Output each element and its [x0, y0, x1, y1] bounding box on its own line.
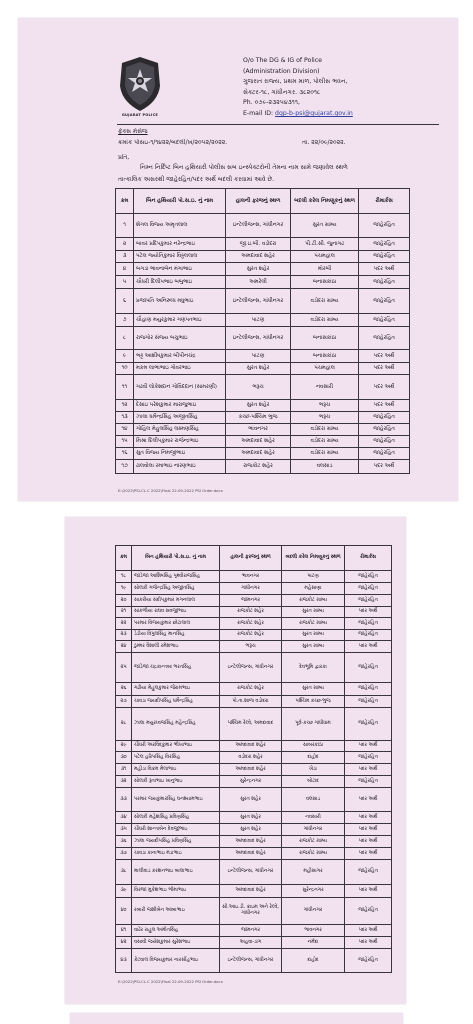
remarks-cell: પદર અર્થે [358, 814, 378, 820]
table-row [116, 885, 391, 898]
current-posting-cell: રાજકોટ શહેર [220, 607, 282, 617]
current-posting-cell: સી.આઇ.ડી. ક્રાઇમ અને રેલ્વે, ગાંધીનગર [220, 898, 282, 924]
sr-no-cell: ૬ [116, 289, 134, 313]
new-posting-cell: પંચમહાલ [291, 251, 359, 262]
table-row [116, 460, 409, 473]
order-body-line-1: નિમ્ન નિર્દિષ્ટ બિન હથિયારી પોલીસ સબ ઇન્સ્પેક્ટરોની તેમના નામ સામે જણાવેલ સ્થળે [140, 164, 348, 171]
new-posting-cell: વડોદરા ગ્રામ્ય [291, 424, 359, 435]
salutation: પ્રતિ, [118, 154, 130, 161]
officer-name-cell: વસાવી જયેશકુમાર સુરેશભાઇ [132, 937, 220, 948]
table-row [116, 375, 409, 400]
new-posting-cell: વલસાડ [291, 460, 359, 473]
current-posting-cell: અમદાવાદ શહેર [226, 436, 291, 447]
officer-name-cell: ચૌધરી દિલીપભાઇ બબુભાઇ [134, 276, 226, 288]
remarks-cell: જાહેરહિત [358, 869, 378, 875]
remarks-cell: જાહેરહિત [358, 721, 378, 727]
officer-name-cell: ચૌધરી શાન્તાબેન દેવજીભાઇ [132, 824, 220, 835]
sr-no-cell: ૩૬ [116, 836, 132, 847]
table-row [116, 848, 391, 860]
officer-name-cell: ગોહિલ મેહુલસિંહ લક્ષ્મણસિંહ [134, 424, 226, 435]
officer-name-cell: ચાવડા કાનાભાઇ મંડાભાઇ [132, 848, 220, 859]
order-date: તા. ૨૨/૦૯/૨૦૨૨. [302, 139, 346, 146]
sr-no-cell: ૩૧ [116, 764, 132, 775]
table-row [116, 314, 409, 327]
current-posting-cell: સુરત શહેર [220, 788, 282, 811]
current-posting-cell: રાજકોટ શહેર [220, 630, 282, 640]
order-body-line-2: તાત્કાલિક અસરથી જાહેરહિત/પદર અર્થે બદલી કરવામાં આવે છે. [118, 176, 275, 183]
table-row [116, 812, 391, 824]
officer-name-cell: પરમાર વિજયકુમાર છોટાલાલ [132, 618, 220, 629]
remarks-cell: જાહેરહિત [373, 316, 395, 323]
sr-no-cell: ૩૩ [116, 788, 132, 811]
sr-no-cell: ૨૩ [116, 630, 132, 640]
new-posting-cell: બનાસકાંઠા [291, 276, 359, 288]
new-posting-cell: ભાવનગર [282, 925, 345, 936]
table-header-row [116, 189, 409, 214]
remarks-cell: પદર અર્થે [358, 743, 378, 749]
new-posting-cell: ભરૂચ [291, 412, 359, 423]
current-posting-header: હાલની ફરજનું સ્થળ [220, 546, 282, 570]
table-row [116, 741, 391, 752]
table-header-row [116, 546, 391, 571]
new-posting-cell: ખેડા [282, 764, 345, 775]
order-number: ક્રમાંક પોસઇ-૧/૧૪૨૨/બદલી/ખ/૨૦૫૨/૨૦૨૨. [118, 139, 228, 146]
remarks-cell: જાહેરહિત [373, 450, 395, 457]
current-posting-cell: અહવા-ડાંગ [220, 937, 282, 948]
new-posting-cell: સુરત ગ્રામ્ય [282, 630, 345, 640]
current-posting-cell: પશ્ચિમ રેલ્વે, અમદાવાદ [220, 708, 282, 740]
current-posting-cell: અમદાવાદ શહેર [220, 764, 282, 775]
sr-no-cell: ૨૬ [116, 683, 132, 695]
officer-name-cell: ચૌહાણ મયુરકુમાર ગણપતભાઇ [134, 314, 226, 326]
officer-name-cell: ગઢીયા મેહુલકુમાર જેરામભાઇ [132, 683, 220, 695]
new-posting-cell: બોટાદ [282, 776, 345, 787]
sr-no-cell: ૩૨ [116, 776, 132, 787]
office-division: (Administration Division) [243, 67, 320, 75]
office-email [243, 109, 448, 120]
sr-no-cell: ૯ [116, 350, 134, 362]
current-posting-cell: ભરૂચ [220, 641, 282, 652]
new-posting-cell: વડોદરા ગ્રામ્ય [291, 436, 359, 447]
remarks-cell: જાહેરહિત [373, 253, 395, 260]
sr-no-cell: ૪૧ [116, 925, 132, 936]
current-posting-cell: અમદાવાદ શહેર [226, 448, 291, 459]
current-posting-cell: સુરત શહેર [220, 824, 282, 835]
email-address: dgp-b-psi@gujarat.gov.in [275, 109, 353, 117]
officer-name-cell: દેસાઇ પરેશકુમાર મારાજુભાઇ [134, 400, 226, 411]
table-row [116, 925, 391, 937]
new-posting-cell: મહીસાગર [282, 860, 345, 884]
sr-no-cell: ૨૧ [116, 607, 132, 617]
officer-name-cell: સોલંકી મહેશસિંહ પ્રવિણસિંહ [132, 812, 220, 823]
current-posting-cell: સુરેન્દ્રનગર [220, 776, 282, 787]
officer-name-header: બિન હથિયારી પો.સ.ઇ. નું નામ [132, 546, 220, 570]
new-posting-cell: સુરેન્દ્રનગર [282, 885, 345, 897]
remarks-cell: પદર અર્થે [358, 888, 378, 894]
sr-no-cell: ૧૭ [116, 460, 134, 473]
current-posting-cell: અમદાવાદ શહેર [220, 741, 282, 751]
new-posting-cell: પાટણ [282, 571, 345, 582]
remarks-cell: જાહેરહિત [358, 664, 378, 670]
new-posting-cell: સુરત ગ્રામ્ય [282, 607, 345, 617]
remarks-cell: પદર અર્થે [373, 352, 395, 359]
remarks-cell: જાહેરહિત [373, 297, 395, 304]
document-page-1 [18, 18, 458, 501]
sr-no-cell: ૧૦ [116, 363, 134, 374]
current-posting-cell: પાટણ [226, 350, 291, 362]
new-posting-cell: વડોદરા ગ્રામ્ય [291, 289, 359, 313]
sr-no-cell: ૭ [116, 314, 134, 326]
officer-name-cell: મિશ્રા દિલીપકુમાર રાજેન્દ્રભાઇ [134, 436, 226, 447]
remarks-cell: જાહેરહિત [358, 632, 378, 638]
officer-name-cell: પટેલ હરિપસિંહ વિરસિંહ [132, 752, 220, 763]
new-posting-cell: રાજકોટ ગ્રામ્ય [282, 595, 345, 606]
new-posting-cell: રાજકોટ ગ્રામ્ય [282, 618, 345, 629]
table-row [116, 412, 409, 424]
gujarat-police-emblem-icon [118, 56, 162, 112]
officer-name-cell: માલીવાડ કરશનભાઇ બાલાભાઇ [132, 860, 220, 884]
current-posting-cell: અમદાવાદ શહેર [220, 836, 282, 847]
sr-no-cell: ૨૪ [116, 641, 132, 652]
sr-no-cell: ૧૫ [116, 436, 134, 447]
office-phone: Ph. ૦૭૯-૨૩૨૫૪૩૧૧, [243, 99, 300, 107]
table-row [116, 583, 391, 595]
officer-name-cell: સાંકળીયા રાઘવ સવજીભાઇ [132, 607, 220, 617]
remarks-cell: જાહેરહિત [373, 278, 395, 285]
remarks-cell: જાહેરહિત [358, 778, 378, 784]
email-label: E-mail ID: [243, 109, 276, 117]
current-posting-cell: પો.તા.શાળા વડોદરા [220, 696, 282, 707]
officer-name-cell: ભટ્ટ આશીષકુમાર બીપીનચંદ્ર [134, 350, 226, 362]
office-title: O/o The DG & IG of Police [243, 57, 322, 64]
new-posting-cell: બનાસકાંઠા [291, 327, 359, 349]
table-row [116, 618, 391, 630]
table-row [116, 898, 391, 925]
current-posting-cell: અમદાવાદ શહેર [220, 885, 282, 897]
sr-no-cell: ૫ [116, 276, 134, 288]
sr-no-cell: ૧ [116, 214, 134, 237]
current-posting-cell: રાજકોટ શહેર [226, 460, 291, 473]
sr-no-cell: ૨૨ [116, 618, 132, 629]
sr-no-cell: ૪૦ [116, 898, 132, 924]
sr-no-cell: ૧૮ [116, 571, 132, 582]
current-posting-cell: અમદાવાદ શહેર [220, 848, 282, 859]
new-posting-cell: વડોદરા ગ્રામ્ય [291, 448, 359, 459]
current-posting-cell: ઇન્ટેલીજન્સ, ગાંધીનગર [226, 327, 291, 349]
remarks-header: રીમાર્કસ [360, 555, 376, 561]
table-row [116, 764, 391, 776]
sr-no-header: ક્રમ [116, 546, 132, 570]
new-posting-header: બદલી કરેલ નિમણૂકનું સ્થળ [282, 546, 345, 570]
remarks-header: રીમાર્કસ [375, 197, 393, 204]
new-posting-header: બદલી કરેલ નિમણૂકનું સ્થળ [291, 189, 359, 213]
new-posting-cell: ગાંધીનગર [282, 898, 345, 924]
remarks-cell: જાહેરહિત [373, 334, 395, 341]
officer-name-cell: રાજગોર સંજય બચુભાઇ [134, 327, 226, 349]
remarks-cell: પદર અર્થે [358, 766, 378, 772]
transfer-table [115, 188, 410, 474]
officer-name-cell: શેગલ વિજય અમૃતલાલ [134, 214, 226, 237]
remarks-cell: પદર અર્થે [373, 365, 395, 372]
logo-caption: GUJARAT POLICE [121, 113, 159, 117]
new-posting-cell: સાબરકાંઠા [282, 741, 345, 751]
table-row [116, 424, 409, 436]
officer-name-cell: ચૌધરી અરવિંદકુમાર ભીખાભાઇ [132, 741, 220, 751]
sr-no-cell: ૧૯ [116, 583, 132, 594]
file-path-footer: E:\2022\PSI-CL.C 2022\Final 22-09-2022 PSI Order.docx [118, 488, 223, 493]
remarks-cell: જાહેરહિત [358, 957, 378, 963]
transfer-table [115, 545, 392, 973]
remarks-cell: પદર અર્થે [358, 927, 378, 933]
officer-name-cell: વાઢેર રાહુલ અમીતસિંહ [132, 925, 220, 936]
new-posting-cell: પી.ટી.સી. જુનાગઢ [291, 238, 359, 250]
remarks-cell: પદર અર્થે [358, 609, 378, 615]
officer-name-cell: જાડેજા ચંદ્રકાન્તબા ભરતસિંહ [132, 653, 220, 682]
new-posting-cell: ભરૂચ [291, 400, 359, 411]
current-posting-cell: કચ્છ-પશ્ચિમ ભુજ [226, 412, 291, 423]
sr-no-cell: ૪૨ [116, 937, 132, 948]
table-row [116, 400, 409, 412]
officer-name-cell: ઠુમ્મર વૈશાલી રમેશભાઇ [132, 641, 220, 652]
remarks-cell: જાહેરહિત [373, 222, 395, 229]
officer-name-cell: પટેલ જ્યોતિકુમાર વિઠ્ઠલલાલ [134, 251, 226, 262]
remarks-cell: જાહેરહિત [358, 585, 378, 591]
officer-name-cell: રબારી જશીબેન આંબાભાઇ [132, 898, 220, 924]
current-posting-cell: વડોદરા શહેર [220, 752, 282, 763]
table-row [116, 860, 391, 885]
sr-no-cell: ૧૬ [116, 448, 134, 459]
sr-no-cell: ૩૫ [116, 824, 132, 835]
remarks-cell: જાહેરહિત [373, 438, 395, 445]
new-posting-cell: વડોદરા ગ્રામ્ય [291, 314, 359, 326]
table-row [116, 824, 391, 836]
table-row [116, 683, 391, 696]
remarks-cell: પદર અર્થે [358, 939, 378, 945]
remarks-cell: પદર અર્થે [358, 796, 378, 802]
current-posting-cell: સુરત શહેર [220, 812, 282, 823]
new-posting-cell: ગાંધીનગર [282, 824, 345, 835]
message-type: ફેક્સ મેસેજ [118, 128, 148, 135]
officer-name-cell: બગડા ભાવનાબેન મંગાભાઇ [134, 263, 226, 275]
sr-no-cell: ૩૪ [116, 812, 132, 823]
sr-no-cell: ૩૯ [116, 885, 132, 897]
table-row [116, 251, 409, 263]
current-posting-cell: ઇન્ટેલીજન્સ, ગાંધીનગર [226, 289, 291, 313]
table-row [116, 263, 409, 276]
office-address-block [243, 56, 448, 120]
sr-no-header: ક્રમ [116, 189, 134, 213]
new-posting-cell: બનાસકાંઠા [291, 350, 359, 362]
sr-no-cell: ૮ [116, 327, 134, 349]
remarks-cell: પદર અર્થે [373, 383, 395, 390]
officer-name-cell: સોલંકી ગજેન્દ્રસિંહ અજીતસિંહ [132, 583, 220, 594]
sr-no-cell: ૩૭ [116, 848, 132, 859]
document-page-3-fragment [70, 1013, 403, 1024]
table-row [116, 276, 409, 289]
current-posting-cell: જી.ઇ.બી. વડોદરા [226, 238, 291, 250]
officer-name-cell: મકમ લાભાભાઇ ગોવરભાઇ [134, 363, 226, 374]
new-posting-cell: પશ્ચિમ કચ્છ-ભુજ [282, 696, 345, 707]
current-posting-cell: જામનગર [220, 595, 282, 606]
current-posting-cell: પાટણ [226, 314, 291, 326]
remarks-cell: જાહેરહિત [358, 754, 378, 760]
table-row [116, 696, 391, 708]
sr-no-cell: ૩ [116, 251, 134, 262]
sr-no-cell: ૨ [116, 238, 134, 250]
office-address-line-2: સેક્ટર-૧૮, ગાંધીનગર. ૩૮૨૦૧૮ [243, 88, 321, 96]
current-posting-cell: સુરત શહેર [226, 363, 291, 374]
remarks-cell: પદર અર્થે [373, 265, 395, 272]
officer-name-cell: સાકરીયા સંદીપકુમાર મગનલાલ [132, 595, 220, 606]
sr-no-cell: ૨૫ [116, 653, 132, 682]
table-row [116, 788, 391, 812]
current-posting-cell: ભાવનગર [220, 571, 282, 582]
officer-name-cell: મહીડા વિક્રમ મેલાભાઇ [132, 764, 220, 775]
new-posting-cell: સુરત ગ્રામ્ય [282, 683, 345, 695]
sr-no-cell: ૪૩ [116, 949, 132, 972]
new-posting-cell: દેવભૂમિ દ્વારકા [282, 653, 345, 682]
table-row [116, 363, 409, 375]
new-posting-cell: પૂર્વ-કચ્છ ગાંધીધામ [282, 708, 345, 740]
new-posting-cell: દાહોદ [282, 752, 345, 763]
table-row [116, 214, 409, 238]
new-posting-cell: રાજકોટ ગ્રામ્ય [282, 848, 345, 859]
remarks-cell: પદર અર્થે [358, 643, 378, 649]
sr-no-cell: ૧૧ [116, 375, 134, 399]
table-row [116, 289, 409, 314]
officer-name-cell: ગઢવી લોકેશદાન ગોવિંદદાન (સામરણી) [134, 375, 226, 399]
officer-name-cell: પરમાર જયકુમારસિંહ ઘનશ્યામભાઇ [132, 788, 220, 811]
current-posting-cell: ઇન્ટેલીજન્સ, ગાંધીનગર [220, 653, 282, 682]
sr-no-cell: ૩૮ [116, 860, 132, 884]
table-row [116, 752, 391, 764]
current-posting-cell: રાજકોટ શહેર [220, 683, 282, 695]
current-posting-cell: ઇન્ટેલીજન્સ, ગાંધીનગર [220, 860, 282, 884]
document-page-2 [65, 517, 406, 1004]
new-posting-cell: મહેસાણા [282, 583, 345, 594]
current-posting-cell: રાજકોટ શહેર [220, 618, 282, 629]
current-posting-cell: જામનગર [220, 925, 282, 936]
officer-name-cell: ઝાલા જયદીપસિંહ પ્રવિણસિંહ [132, 836, 220, 847]
table-row [116, 630, 391, 641]
remarks-cell: પદર અર્થે [358, 838, 378, 844]
officer-name-cell: ઢાલવોલા રમાભાઇ નારણભાઇ [134, 460, 226, 473]
officer-name-cell: કેટવાલ વિજયકુમાર નારસીંહભાઇ [132, 949, 220, 972]
current-posting-cell: ભાવનગર [226, 424, 291, 435]
officer-name-header: બિન હથિયારી પો.સ.ઇ. નું નામ [134, 189, 226, 213]
new-posting-cell: રાજકોટ ગ્રામ્ય [282, 836, 345, 847]
remarks-cell: જાહેરહિત [373, 414, 395, 421]
remarks-cell: જાહેરહિત [358, 573, 378, 579]
current-posting-cell: ઇન્ટેલીજન્સ, ગાંધીનગર [220, 949, 282, 972]
new-posting-cell: સુરત ગ્રામ્ય [291, 214, 359, 237]
sr-no-cell: ૧૨ [116, 400, 134, 411]
officer-name-cell: બાવર પ્રદિપકુમાર નરેન્દ્રભાઇ [134, 238, 226, 250]
current-posting-cell: અમરેલી [226, 276, 291, 288]
sr-no-cell: ૨૭ [116, 696, 132, 707]
table-row [116, 571, 391, 583]
table-row [116, 836, 391, 848]
table-row [116, 607, 391, 618]
remarks-cell: પદર અર્થે [373, 463, 395, 470]
remarks-cell: જાહેરહિત [373, 426, 395, 433]
sr-no-cell: ૪ [116, 263, 134, 275]
table-row [116, 708, 391, 741]
current-posting-cell: સુરત શહેર [226, 263, 291, 275]
table-row [116, 776, 391, 788]
remarks-cell: જાહેરહિત [373, 240, 395, 247]
sr-no-cell: ૨૮ [116, 708, 132, 740]
remarks-cell: પદર અર્થે [358, 850, 378, 856]
remarks-cell: જાહેરહિત [358, 620, 378, 626]
current-posting-cell: સુરત શહેર [226, 400, 291, 411]
office-address-line-1: ગુજરાત રાજ્ય, પ્રથમ માળ, પોલીસ ભવન, [243, 78, 348, 86]
new-posting-cell: મોરબી [291, 263, 359, 275]
table-row [116, 595, 391, 607]
table-row [116, 653, 391, 683]
remarks-cell: પદર અર્થે [358, 826, 378, 832]
remarks-cell: જાહેરહિત [358, 686, 378, 692]
table-row [116, 327, 409, 350]
sr-no-cell: ૨૯ [116, 741, 132, 751]
remarks-cell: જાહેરહિત [358, 908, 378, 914]
table-row [116, 436, 409, 448]
officer-name-cell: ઝાલા ધર્મેન્દ્રસિંહ અજીતસિંહ [134, 412, 226, 423]
remarks-cell: જાહેરહિત [358, 597, 378, 603]
sr-no-cell: ૨૦ [116, 595, 132, 606]
current-posting-cell: અમદાવાદ શહેર [226, 251, 291, 262]
table-row [116, 238, 409, 251]
officer-name-cell: પ્રજાપતિ અનિરુધ્ધ મધુભાઇ [134, 289, 226, 313]
table-row [116, 937, 391, 949]
new-posting-cell: નર્મદા [282, 937, 345, 948]
new-posting-cell: સુરત ગ્રામ્ય [282, 641, 345, 652]
remarks-cell: પદર અર્થે [373, 402, 395, 409]
new-posting-cell: નવસારી [282, 812, 345, 823]
table-row [116, 448, 409, 460]
sr-no-cell: ૧૪ [116, 424, 134, 435]
header-divider [117, 124, 439, 125]
officer-name-cell: ઝાલા મયુરધ્વજસિંહ મહેન્દ્રસિંહ [132, 708, 220, 740]
officer-name-cell: ચાવડા જયદીપસિંહ ધર્મેન્દ્રસિંહ [132, 696, 220, 707]
new-posting-cell: પંચમહાલ [291, 363, 359, 374]
current-posting-cell: ભરૂચ [226, 375, 291, 399]
sr-no-cell: ૧૩ [116, 412, 134, 423]
file-path-footer: E:\2022\PSI-CL.C 2022\Final 22-09-2022 PSI Order.docx [118, 979, 223, 984]
table-row [116, 949, 391, 972]
current-posting-cell: ગાંધીનગર [220, 583, 282, 594]
officer-name-cell: ડેડીયા વિપુલસિંહ માનસિંહ [132, 630, 220, 640]
officer-name-cell: સોલંકી રૂતાભાઇ ખાનુભાઇ [132, 776, 220, 787]
table-row [116, 350, 409, 363]
sr-no-cell: ૩૦ [116, 752, 132, 763]
remarks-cell: જાહેરહિત [358, 698, 378, 704]
current-posting-header: હાલની ફરજનું સ્થળ [226, 189, 291, 213]
new-posting-cell: નવસારી [291, 375, 359, 399]
officer-name-cell: સુત વિજય નિમજીભાઇ [134, 448, 226, 459]
officer-name-cell: જાડેજા આશિષસિંહ પૃથ્વીરાજસિંહ [132, 571, 220, 582]
new-posting-cell: દાહોદ [282, 949, 345, 972]
officer-name-cell: વિરજા મુકેશભાઇ ભીમાભાઇ [132, 885, 220, 897]
current-posting-cell: ઇન્ટેલીજન્સ, ગાંધીનગર [226, 214, 291, 237]
table-row [116, 641, 391, 653]
new-posting-cell: વલસાડ [282, 788, 345, 811]
